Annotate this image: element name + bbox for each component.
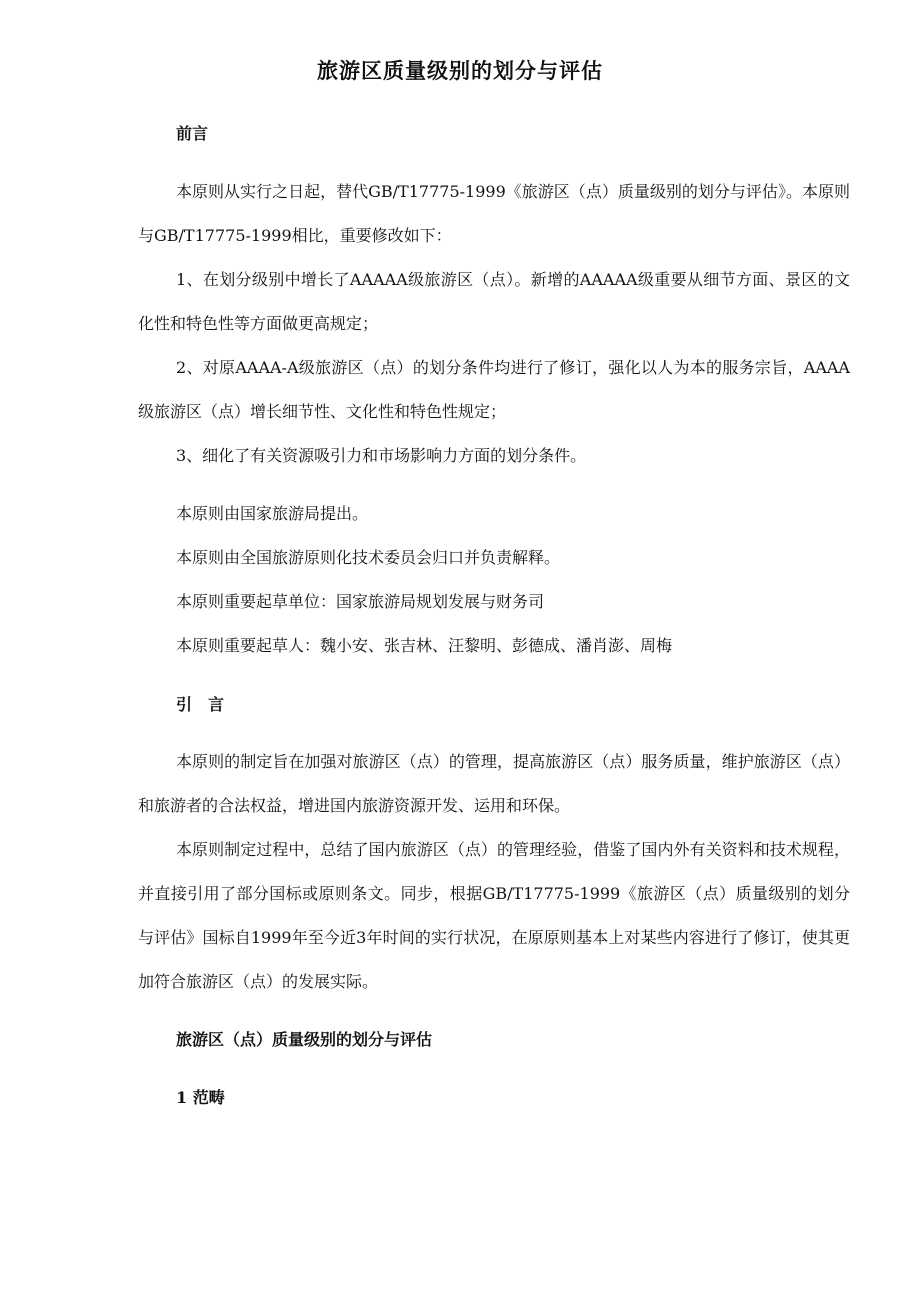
introduction-paragraph-1: 本原则的制定旨在加强对旅游区（点）的管理，提高旅游区（点）服务质量，维护旅游区（点）和旅游者的合法权益，增进国内旅游资源开发、运用和环保。 xyxy=(138,752,850,815)
introduction-paragraph-2: 本原则制定过程中，总结了国内旅游区（点）的管理经验，借鉴了国内外有关资料和技术规程，并直接引用了部分国标或原则条文。同步，根据GB/T17775-1999《旅游区（点）质量级别的划分与评估》国标自1999年至今近3年时间的实行状况，在原原则基本上对某些内容进行了修订，使其更加符合旅游区（点）的发展实际。 xyxy=(138,840,850,991)
foreword-note-drafters: 本原则重要起草人：魏小安、张吉林、汪黎明、彭德成、潘肖澎、周梅 xyxy=(176,636,673,655)
foreword-change-2: 2、对原AAAA-A级旅游区（点）的划分条件均进行了修订，强化以人为本的服务宗旨，AAAA级旅游区（点）增长细节性、文化性和特色性规定； xyxy=(138,358,850,421)
document-title: 旅游区质量级别的划分与评估 xyxy=(317,58,603,83)
foreword-change-1: 1、在划分级别中增长了AAAAA级旅游区（点）。新增的AAAAA级重要从细节方面、景区的文化性和特色性等方面做更高规定； xyxy=(138,270,850,333)
foreword-note-proposer: 本原则由国家旅游局提出。 xyxy=(176,504,369,523)
foreword-heading: 前言 xyxy=(176,124,209,143)
standard-heading: 旅游区（点）质量级别的划分与评估 xyxy=(176,1030,433,1049)
foreword-note-drafting-unit: 本原则重要起草单位：国家旅游局规划发展与财务司 xyxy=(176,592,545,611)
section-1-heading: 1 范畴 xyxy=(176,1088,225,1107)
foreword-change-3: 3、细化了有关资源吸引力和市场影响力方面的划分条件。 xyxy=(176,446,587,465)
foreword-note-interpretation: 本原则由全国旅游原则化技术委员会归口并负责解释。 xyxy=(176,548,561,567)
introduction-heading: 引 言 xyxy=(176,695,225,714)
foreword-intro-paragraph: 本原则从实行之日起，替代GB/T17775-1999《旅游区（点）质量级别的划分与评估》。本原则与GB/T17775-1999相比，重要修改如下： xyxy=(138,182,850,245)
